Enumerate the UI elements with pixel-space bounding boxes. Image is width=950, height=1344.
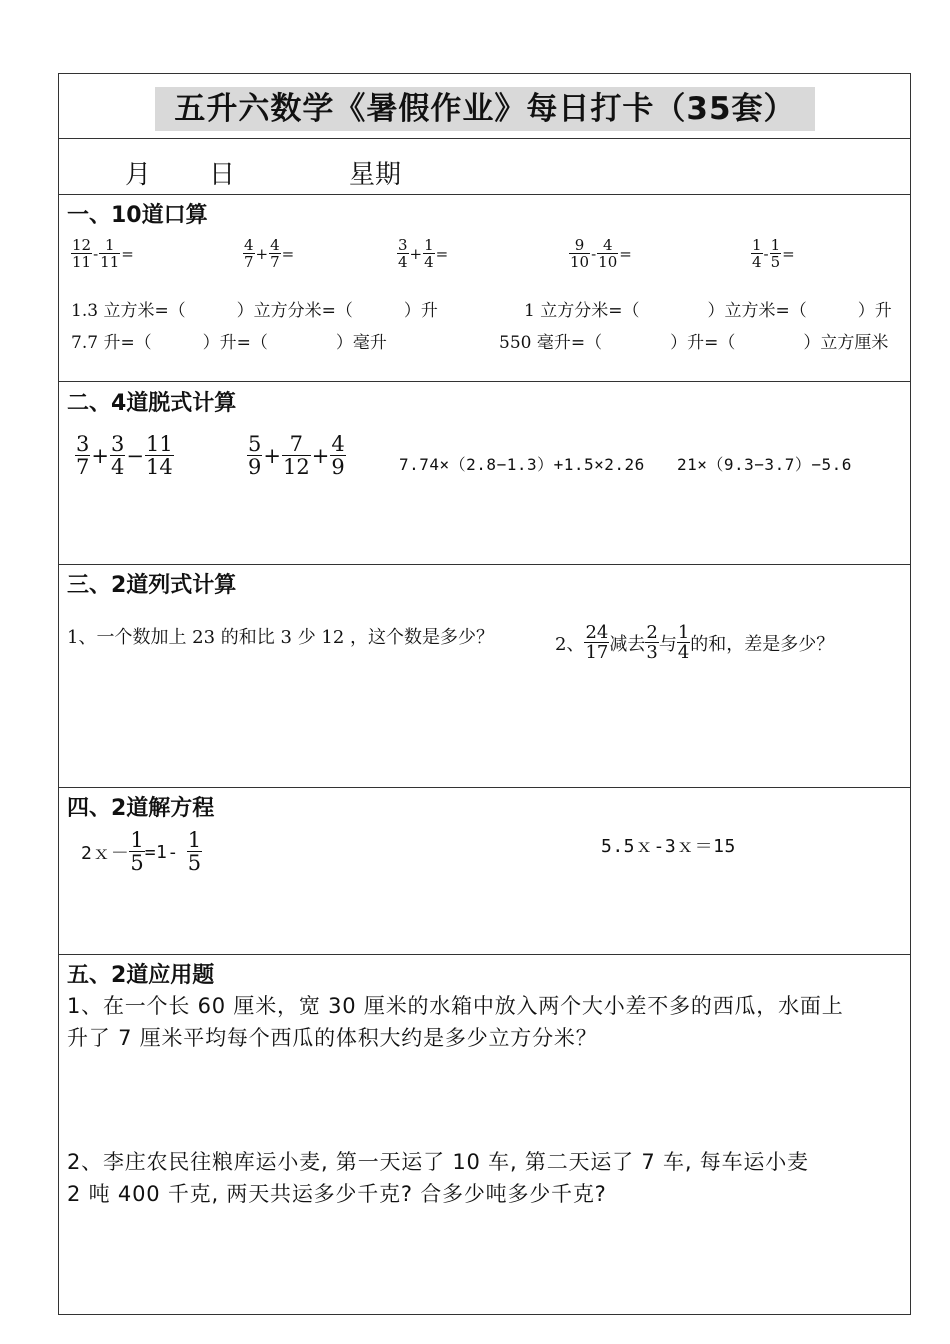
page-title: 五升六数学《暑假作业》每日打卡（35套） [174,91,796,127]
weekday-label: 星期 [349,160,402,190]
unit-conversion-1: 1.3 立方米=（ ）立方分米=（ ）升 [71,301,438,321]
oral-calc-1: $\frac{12}{11}$ - $\frac{1}{11}$ = [72,236,134,271]
word-expression-2: 2、 $\frac{24}{17}$ 减去 $\frac{2}{3}$ 与 $\frac{1}{4}$ 的和，差是多少？ [555,622,835,663]
application-problem-1 [67,990,909,1054]
day-label: 日 [209,160,236,190]
divider [59,564,910,565]
fraction: $\frac{9}{10}$ [570,236,590,271]
oral-calc-2: $\frac{4}{7}$ + $\frac{4}{7}$ = [244,236,295,271]
fraction: $\frac{1}{4}$ [752,236,762,271]
equation-1: 2ｘ－ $\frac{1}{5}$ =1- $\frac{1}{5}$ [81,828,202,875]
section-heading: 三、2道列式计算 [67,573,237,598]
fraction: $\frac{4}{9}$ [331,432,345,479]
fraction: $\frac{4}{7}$ [270,236,280,271]
fraction: $\frac{1}{5}$ [770,236,781,271]
oral-calc-4: $\frac{9}{10}$ - $\frac{4}{10}$ = [570,236,632,271]
fraction: $\frac{1}{5}$ [130,828,144,875]
step-calc-3: 7.74×（2.8−1.3）+1.5×2.26 [399,455,645,474]
problem-line: 1、在一个长 60 厘米，宽 30 厘米的水箱中放入两个大小差不多的西瓜，水面上 [67,994,844,1018]
oral-calc-5: $\frac{1}{4}$ - $\frac{1}{5}$ = [752,236,795,271]
step-calc-2: $\frac{5}{9}$ + $\frac{7}{12}$ + $\frac{4}{9}$ [248,432,345,479]
section-heading: 四、2道解方程 [67,796,215,821]
unit-conversion-3: 7.7 升=（ ）升=（ ）毫升 [71,333,387,353]
fraction: $\frac{5}{9}$ [248,432,262,479]
month-label: 月 [125,160,152,190]
fraction: $\frac{11}{14}$ [145,432,173,479]
divider [59,954,910,955]
fraction: $\frac{1}{11}$ [100,236,120,271]
fraction: $\frac{3}{4}$ [110,432,125,479]
problem-line: 2、李庄农民往粮库运小麦, 第一天运了 10 车, 第二天运了 7 车, 每车运小麦 [67,1150,809,1174]
divider [59,194,910,195]
unit-conversion-4: 550 毫升=（ ）升=（ ）立方厘米 [499,333,889,353]
fraction: $\frac{24}{17}$ [585,622,609,663]
divider [59,787,910,788]
fraction: $\frac{1}{4}$ [677,622,690,663]
fraction: $\frac{4}{7}$ [244,236,254,271]
section-heading: 二、4道脱式计算 [67,391,237,416]
fraction: $\frac{3}{4}$ [398,236,408,271]
problem-line: 升了 7 厘米平均每个西瓜的体积大约是多少立方分米？ [67,1026,598,1050]
problem-line: 2 吨 400 千克, 两天共运多少千克? 合多少吨多少千克? [67,1182,607,1206]
divider [59,381,910,382]
fraction: $\frac{1}{5}$ [187,828,202,875]
unit-conversion-2: 1 立方分米=（ ）立方米=（ ）升 [524,301,892,321]
fraction: $\frac{12}{11}$ [72,236,92,271]
fraction: $\frac{1}{4}$ [424,236,434,271]
fraction: $\frac{2}{3}$ [646,622,658,663]
divider [59,138,910,139]
fraction: $\frac{7}{12}$ [282,432,310,479]
section-heading: 五、2道应用题 [67,963,215,988]
step-calc-1: $\frac{3}{7}$ + $\frac{3}{4}$ − $\frac{11}{14}$ [76,432,173,479]
application-problem-2 [67,1146,909,1210]
equation-2: 5.5ｘ-3ｘ＝15 [601,836,736,857]
section-heading: 一、10道口算 [67,203,208,228]
worksheet [58,73,911,1315]
word-expression-1: 1、一个数加上 23 的和比 3 少 12 ，这个数是多少？ [67,627,495,648]
fraction: $\frac{4}{10}$ [598,236,618,271]
oral-calc-3: $\frac{3}{4}$ + $\frac{1}{4}$ = [398,236,449,271]
fraction: $\frac{3}{7}$ [76,432,90,479]
step-calc-4: 21×（9.3−3.7）−5.6 [677,455,852,474]
